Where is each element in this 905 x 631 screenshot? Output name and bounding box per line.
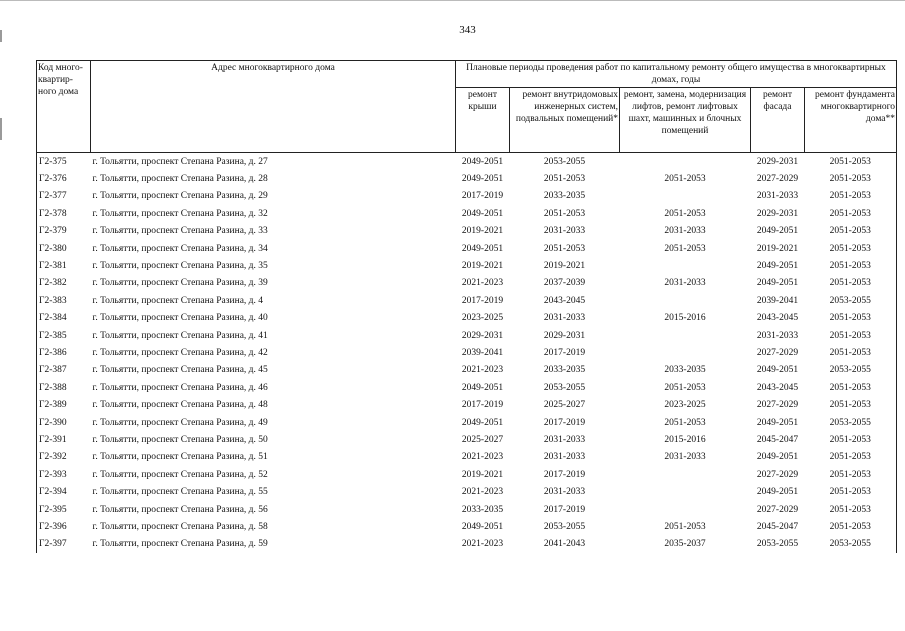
cell-facade: 2049-2051: [756, 226, 799, 237]
cell-systems: 2017-2019: [543, 417, 586, 428]
cell-facade: 2029-2031: [756, 156, 799, 167]
cell-elevators: [620, 501, 751, 518]
cell-elevators: [620, 188, 751, 205]
cell-elevators: 2051-2053: [664, 208, 706, 219]
cell-systems: 2029-2031: [543, 330, 586, 341]
cell-roof: 2049-2051: [461, 174, 504, 185]
cell-code: Г2-389: [37, 396, 91, 413]
cell-code: Г2-394: [37, 483, 91, 500]
cell-code: Г2-385: [37, 327, 91, 344]
table-row: [37, 205, 897, 222]
cell-roof: 2021-2023: [461, 452, 504, 463]
cell-systems: 2017-2019: [543, 469, 586, 480]
cell-elevators: 2031-2033: [664, 226, 706, 237]
header-systems: ремонт внутридомовых инженерных систем, подвальных помещений*: [510, 88, 620, 153]
cell-foundation: 2051-2053: [805, 431, 897, 448]
cell-elevators: 2051-2053: [664, 521, 706, 532]
cell-foundation: 2053-2055: [805, 292, 897, 309]
cell-code: Г2-375: [37, 153, 91, 171]
cell-roof: 2033-2035: [461, 504, 504, 515]
table-row: [37, 536, 897, 553]
cell-foundation: 2051-2053: [805, 153, 897, 171]
cell-address: г. Тольятти, проспект Степана Разина, д. 52: [92, 469, 268, 480]
cell-roof: 2023-2025: [461, 313, 504, 324]
cell-foundation: 2051-2053: [805, 310, 897, 327]
cell-address: г. Тольятти, проспект Степана Разина, д. 32: [92, 208, 268, 219]
header-code: Код много-квартир-ного дома: [37, 61, 91, 153]
page-number: 343: [459, 24, 476, 36]
cell-roof: 2019-2021: [461, 226, 504, 237]
cell-systems: 2031-2033: [543, 452, 586, 463]
table-row: [37, 153, 897, 171]
cell-facade: 2043-2045: [756, 313, 799, 324]
cell-address: г. Тольятти, проспект Степана Разина, д. 58: [92, 521, 268, 532]
cell-foundation: 2051-2053: [805, 188, 897, 205]
table-row: [37, 414, 897, 431]
cell-systems: 2037-2039: [543, 278, 586, 289]
cell-facade: 2027-2029: [756, 400, 799, 411]
header-periods: Плановые периоды проведения работ по капитальному ремонту общего имущества в многоквартирных домах, годы: [456, 61, 897, 88]
cell-address: г. Тольятти, проспект Степана Разина, д. 55: [92, 487, 268, 498]
table-row: [37, 431, 897, 448]
cell-systems: 2017-2019: [543, 347, 586, 358]
table-row: [37, 327, 897, 344]
table-row: [37, 449, 897, 466]
cell-elevators: 2035-2037: [664, 539, 706, 550]
cell-roof: 2029-2031: [461, 330, 504, 341]
cell-facade: 2049-2051: [756, 417, 799, 428]
header-facade: ремонт фасада: [751, 88, 805, 153]
cell-facade: 2031-2033: [756, 191, 799, 202]
cell-foundation: 2053-2055: [805, 536, 897, 553]
cell-systems: 2053-2055: [543, 521, 586, 532]
cell-roof: 2021-2023: [461, 539, 504, 550]
scan-artifact: [0, 118, 2, 140]
cell-facade: 2027-2029: [756, 469, 799, 480]
cell-elevators: 2051-2053: [664, 382, 706, 393]
table-row: [37, 310, 897, 327]
cell-facade: 2045-2047: [756, 521, 799, 532]
cell-address: г. Тольятти, проспект Степана Разина, д. 51: [92, 452, 268, 463]
cell-elevators: 2033-2035: [664, 365, 706, 376]
cell-elevators: [620, 466, 751, 483]
cell-code: Г2-377: [37, 188, 91, 205]
cell-elevators: 2023-2025: [664, 400, 706, 411]
cell-foundation: 2051-2053: [805, 483, 897, 500]
cell-roof: 2017-2019: [461, 191, 504, 202]
cell-elevators: 2015-2016: [664, 434, 706, 445]
cell-facade: 2031-2033: [756, 330, 799, 341]
cell-systems: 2025-2027: [543, 400, 586, 411]
capital-repair-schedule-table: [36, 60, 897, 553]
header-row-top: [37, 61, 897, 88]
table-row: [37, 518, 897, 535]
table-row: [37, 501, 897, 518]
cell-foundation: 2051-2053: [805, 205, 897, 222]
cell-roof: 2049-2051: [461, 417, 504, 428]
table-row: [37, 344, 897, 361]
table-row: [37, 379, 897, 396]
cell-code: Г2-387: [37, 362, 91, 379]
cell-code: Г2-396: [37, 518, 91, 535]
cell-address: г. Тольятти, проспект Степана Разина, д. 49: [92, 417, 268, 428]
cell-address: г. Тольятти, проспект Степана Разина, д. 46: [92, 382, 268, 393]
cell-facade: 2049-2051: [756, 278, 799, 289]
cell-roof: 2025-2027: [461, 434, 504, 445]
cell-foundation: 2051-2053: [805, 223, 897, 240]
cell-foundation: 2051-2053: [805, 518, 897, 535]
cell-facade: 2027-2029: [756, 174, 799, 185]
cell-systems: 2051-2053: [543, 243, 586, 254]
cell-address: г. Тольятти, проспект Степана Разина, д. 34: [92, 243, 268, 254]
cell-elevators: 2031-2033: [664, 278, 706, 289]
cell-elevators: [620, 327, 751, 344]
cell-facade: 2027-2029: [756, 504, 799, 515]
cell-roof: 2019-2021: [461, 469, 504, 480]
cell-code: Г2-384: [37, 310, 91, 327]
cell-foundation: 2051-2053: [805, 170, 897, 187]
cell-address: г. Тольятти, проспект Степана Разина, д. 48: [92, 400, 268, 411]
cell-systems: 2031-2033: [543, 313, 586, 324]
cell-roof: 2049-2051: [461, 243, 504, 254]
cell-elevators: [620, 257, 751, 274]
cell-foundation: 2051-2053: [805, 501, 897, 518]
cell-address: г. Тольятти, проспект Степана Разина, д. 45: [92, 365, 268, 376]
cell-foundation: 2051-2053: [805, 240, 897, 257]
cell-code: Г2-379: [37, 223, 91, 240]
cell-code: Г2-392: [37, 449, 91, 466]
cell-address: г. Тольятти, проспект Степана Разина, д. 39: [92, 278, 268, 289]
cell-roof: 2021-2023: [461, 278, 504, 289]
cell-systems: 2033-2035: [543, 191, 586, 202]
cell-address: г. Тольятти, проспект Степана Разина, д. 40: [92, 313, 268, 324]
cell-facade: 2039-2041: [756, 295, 799, 306]
cell-roof: 2049-2051: [461, 521, 504, 532]
table-row: [37, 483, 897, 500]
cell-address: г. Тольятти, проспект Степана Разина, д. 27: [92, 156, 268, 167]
header-foundation: ремонт фундамента многоквартирного дома**: [805, 88, 897, 153]
cell-systems: 2041-2043: [543, 539, 586, 550]
table-row: [37, 240, 897, 257]
cell-code: Г2-395: [37, 501, 91, 518]
cell-roof: 2021-2023: [461, 365, 504, 376]
cell-address: г. Тольятти, проспект Степана Разина, д. 33: [92, 226, 268, 237]
table-row: [37, 362, 897, 379]
cell-elevators: 2051-2053: [664, 174, 706, 185]
cell-roof: 2017-2019: [461, 400, 504, 411]
cell-address: г. Тольятти, проспект Степана Разина, д. 28: [92, 174, 268, 185]
table-body: [37, 153, 897, 553]
cell-code: Г2-390: [37, 414, 91, 431]
table-row: [37, 170, 897, 187]
cell-foundation: 2051-2053: [805, 344, 897, 361]
cell-foundation: 2051-2053: [805, 396, 897, 413]
cell-roof: 2049-2051: [461, 156, 504, 167]
cell-facade: 2043-2045: [756, 382, 799, 393]
cell-foundation: 2051-2053: [805, 466, 897, 483]
table-row: [37, 188, 897, 205]
cell-address: г. Тольятти, проспект Степана Разина, д. 4: [92, 295, 263, 306]
cell-elevators: 2051-2053: [664, 417, 706, 428]
cell-address: г. Тольятти, проспект Степана Разина, д. 35: [92, 261, 268, 272]
cell-systems: 2043-2045: [543, 295, 586, 306]
cell-roof: 2017-2019: [461, 295, 504, 306]
header-address: Адрес многоквартирного дома: [91, 61, 456, 153]
cell-elevators: 2015-2016: [664, 313, 706, 324]
cell-facade: 2049-2051: [756, 261, 799, 272]
cell-roof: 2049-2051: [461, 208, 504, 219]
cell-code: Г2-391: [37, 431, 91, 448]
table-row: [37, 275, 897, 292]
cell-code: Г2-393: [37, 466, 91, 483]
cell-foundation: 2051-2053: [805, 257, 897, 274]
cell-facade: 2019-2021: [756, 243, 799, 254]
cell-foundation: 2051-2053: [805, 379, 897, 396]
cell-address: г. Тольятти, проспект Степана Разина, д. 29: [92, 191, 268, 202]
cell-facade: 2049-2051: [756, 365, 799, 376]
cell-address: г. Тольятти, проспект Степана Разина, д. 56: [92, 504, 268, 515]
cell-systems: 2053-2055: [543, 156, 586, 167]
cell-facade: 2049-2051: [756, 487, 799, 498]
cell-code: Г2-383: [37, 292, 91, 309]
cell-foundation: 2051-2053: [805, 449, 897, 466]
cell-systems: 2031-2033: [543, 434, 586, 445]
cell-facade: 2045-2047: [756, 434, 799, 445]
cell-roof: 2021-2023: [461, 487, 504, 498]
cell-foundation: 2053-2055: [805, 414, 897, 431]
scan-edge-line: [0, 0, 905, 1]
cell-systems: 2031-2033: [543, 226, 586, 237]
cell-code: Г2-388: [37, 379, 91, 396]
cell-systems: 2019-2021: [543, 261, 586, 272]
table-row: [37, 466, 897, 483]
cell-foundation: 2051-2053: [805, 275, 897, 292]
table-row: [37, 292, 897, 309]
cell-facade: 2027-2029: [756, 347, 799, 358]
cell-code: Г2-397: [37, 536, 91, 553]
cell-elevators: [620, 483, 751, 500]
cell-roof: 2039-2041: [461, 347, 504, 358]
cell-elevators: [620, 292, 751, 309]
cell-elevators: [620, 153, 751, 171]
cell-foundation: 2051-2053: [805, 327, 897, 344]
cell-facade: 2053-2055: [756, 539, 799, 550]
cell-code: Г2-381: [37, 257, 91, 274]
table-row: [37, 223, 897, 240]
table-row: [37, 396, 897, 413]
header-roof: ремонт крыши: [456, 88, 510, 153]
cell-systems: 2017-2019: [543, 504, 586, 515]
cell-elevators: 2051-2053: [664, 243, 706, 254]
cell-roof: 2049-2051: [461, 382, 504, 393]
table-row: [37, 257, 897, 274]
cell-facade: 2029-2031: [756, 208, 799, 219]
cell-facade: 2049-2051: [756, 452, 799, 463]
cell-systems: 2033-2035: [543, 365, 586, 376]
cell-code: Г2-380: [37, 240, 91, 257]
cell-code: Г2-376: [37, 170, 91, 187]
cell-systems: 2051-2053: [543, 174, 586, 185]
cell-elevators: 2031-2033: [664, 452, 706, 463]
cell-address: г. Тольятти, проспект Степана Разина, д. 59: [92, 539, 268, 550]
cell-systems: 2053-2055: [543, 382, 586, 393]
cell-address: г. Тольятти, проспект Степана Разина, д. 42: [92, 347, 268, 358]
cell-address: г. Тольятти, проспект Степана Разина, д. 50: [92, 434, 268, 445]
cell-code: Г2-382: [37, 275, 91, 292]
cell-systems: 2031-2033: [543, 487, 586, 498]
cell-systems: 2051-2053: [543, 208, 586, 219]
cell-address: г. Тольятти, проспект Степана Разина, д. 41: [92, 330, 268, 341]
cell-code: Г2-386: [37, 344, 91, 361]
cell-code: Г2-378: [37, 205, 91, 222]
cell-foundation: 2053-2055: [805, 362, 897, 379]
cell-roof: 2019-2021: [461, 261, 504, 272]
header-elevators: ремонт, замена, модернизация лифтов, ремонт лифтовых шахт, машинных и блочных помещений: [620, 88, 751, 153]
cell-elevators: [620, 344, 751, 361]
